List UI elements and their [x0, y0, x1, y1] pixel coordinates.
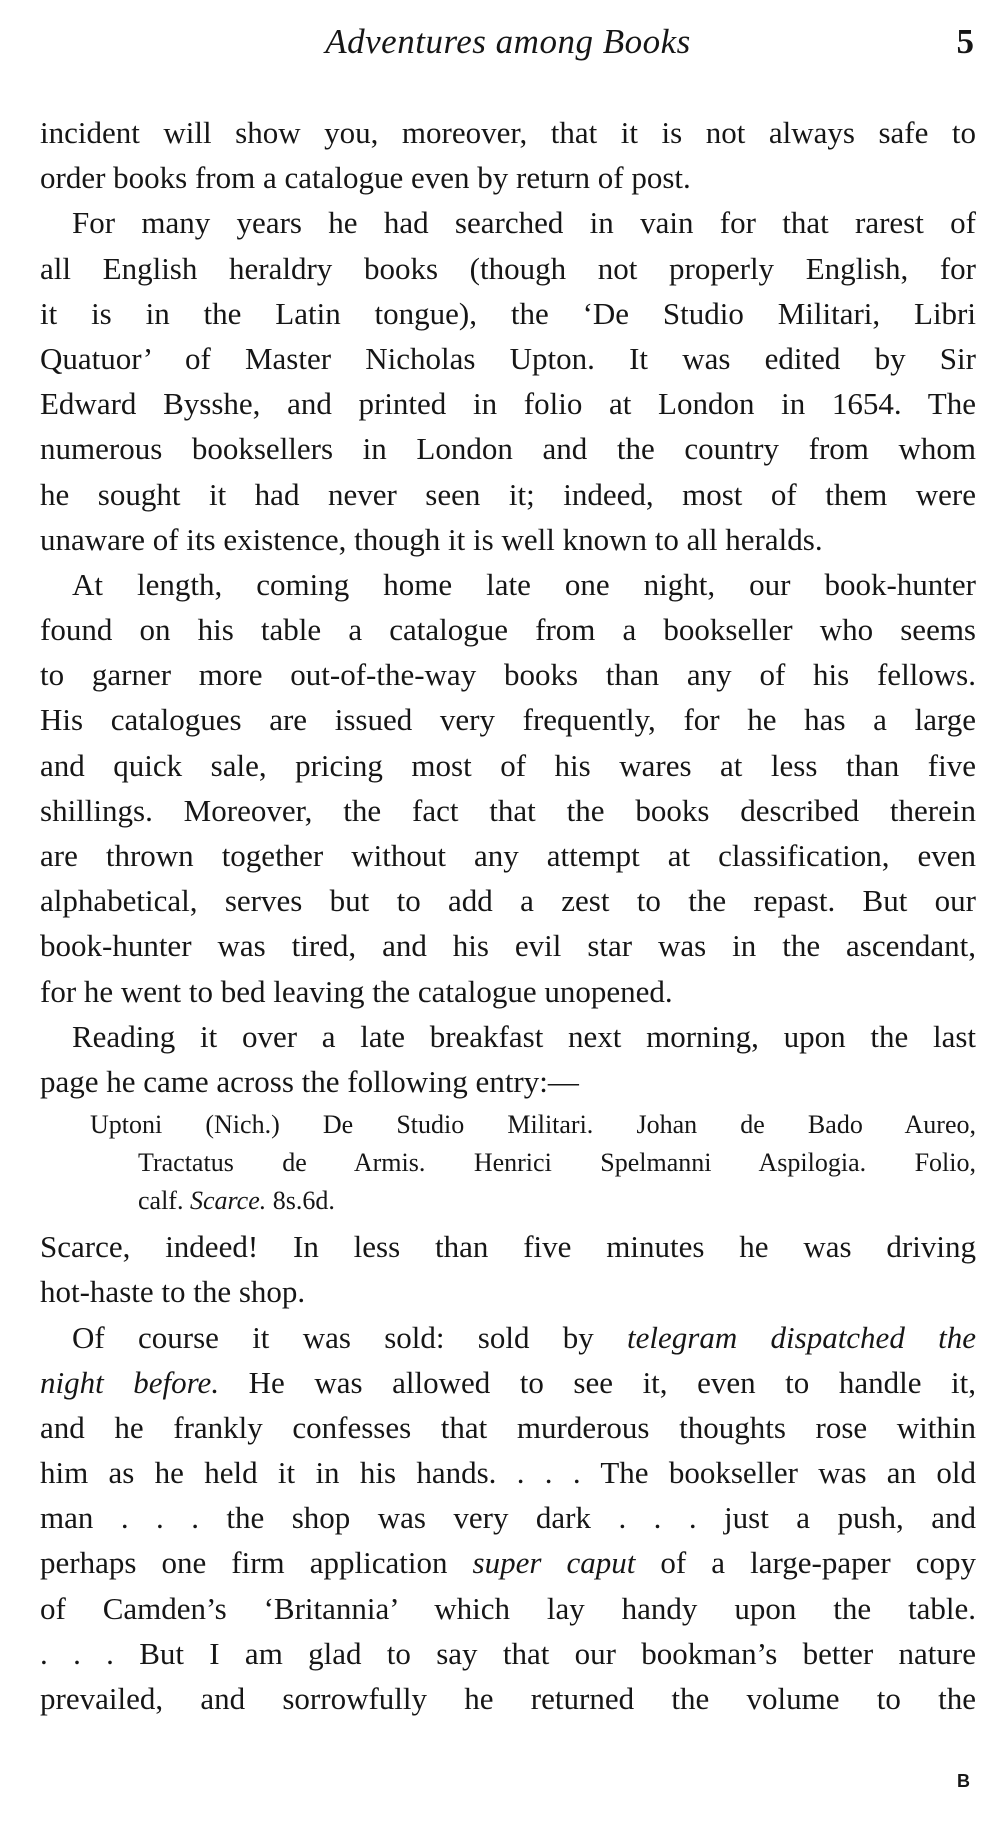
- text-line: to garner more out-of-the-way books than any of his fellows.: [40, 657, 976, 693]
- text-line: him as he held it in his hands. . . . The bookseller was an old: [40, 1455, 976, 1491]
- text-line: incident will show you, moreover, that it is not always safe to: [40, 115, 976, 150]
- catalogue-line: [40, 1182, 976, 1220]
- text-line: and quick sale, pricing most of his wares at less than five: [40, 747, 976, 783]
- text-line: numerous booksellers in London and the country from whom: [40, 431, 976, 467]
- text-segment: Of course it was sold: sold by: [72, 1319, 628, 1355]
- text-line: man . . . the shop was very dark . . . just a push, and: [40, 1500, 976, 1536]
- text-line: it is in the Latin tongue), the ‘De Studio Militari, Libri: [40, 295, 976, 331]
- text-segment: perhaps one firm application: [40, 1545, 473, 1581]
- text-line: book-hunter was tired, and his evil star was in the ascendant,: [40, 928, 976, 964]
- text-line: . . . But I am glad to say that our bookman’s better nature: [40, 1635, 976, 1671]
- running-title: Adventures among Books: [325, 22, 691, 61]
- text-line: [40, 1360, 976, 1405]
- text-segment: of a large-paper copy: [635, 1545, 976, 1581]
- text-line: Quatuor’ of Master Nicholas Upton. It was edited by Sir: [40, 340, 976, 376]
- text-line: At length, coming home late one night, our book-hunter: [72, 566, 976, 602]
- text-line: for he went to bed leaving the catalogue unopened.: [40, 973, 673, 1009]
- text-line: he sought it had never seen it; indeed, most of them were: [40, 476, 976, 512]
- catalogue-price: 8s.6d.: [272, 1186, 335, 1216]
- catalogue-italic-text: Scarce.: [189, 1186, 267, 1216]
- text-line: Scarce, indeed! In less than five minutes he was driving: [40, 1229, 976, 1265]
- body-text: [40, 110, 976, 1721]
- page-number: 5: [956, 22, 974, 61]
- text-line: hot-haste to the shop.: [40, 1274, 306, 1310]
- text-segment: He was allowed to see it, even to handle it,: [219, 1364, 976, 1400]
- text-line: all English heraldry books (though not properly English, for: [40, 250, 976, 286]
- italic-text: telegram dispatched the: [627, 1319, 976, 1355]
- text-line: shillings. Moreover, the fact that the books described therein: [40, 792, 976, 828]
- text-line: For many years he had searched in vain for that rarest of: [72, 205, 976, 241]
- text-line: His catalogues are issued very frequently, for he has a large: [40, 702, 976, 738]
- text-line: unaware of its existence, though it is well known to all heralds.: [40, 521, 823, 557]
- catalogue-line: Tractatus de Armis. Henrici Spelmanni Aspilogia. Folio,: [138, 1148, 976, 1178]
- italic-text: super caput: [472, 1545, 636, 1581]
- text-line: order books from a catalogue even by return of post.: [40, 160, 691, 196]
- page-header: [40, 22, 976, 72]
- text-line: and he frankly confesses that murderous thoughts rose within: [40, 1409, 976, 1445]
- text-line: of Camden’s ‘Britannia’ which lay handy upon the table.: [40, 1590, 976, 1626]
- text-line: alphabetical, serves but to add a zest to the repast. But our: [40, 883, 976, 919]
- catalogue-text: calf.: [138, 1186, 184, 1216]
- text-line: page he came across the following entry:—: [40, 1063, 579, 1099]
- text-line: Edward Bysshe, and printed in folio at London in 1654. The: [40, 386, 976, 422]
- text-line: prevailed, and sorrowfully he returned the volume to the: [40, 1681, 976, 1716]
- italic-text: night before.: [40, 1364, 220, 1400]
- catalogue-entry: [40, 1106, 976, 1220]
- text-line: Reading it over a late breakfast next morning, upon the last: [72, 1018, 976, 1054]
- text-line: [40, 1540, 976, 1585]
- text-line: found on his table a catalogue from a bookseller who seems: [40, 612, 976, 648]
- catalogue-line: Uptoni (Nich.) De Studio Militari. Johan de Bado Aureo,: [90, 1110, 976, 1140]
- text-line: [40, 1315, 976, 1360]
- text-line: are thrown together without any attempt at classification, even: [40, 838, 976, 873]
- signature-mark: B: [957, 1771, 970, 1791]
